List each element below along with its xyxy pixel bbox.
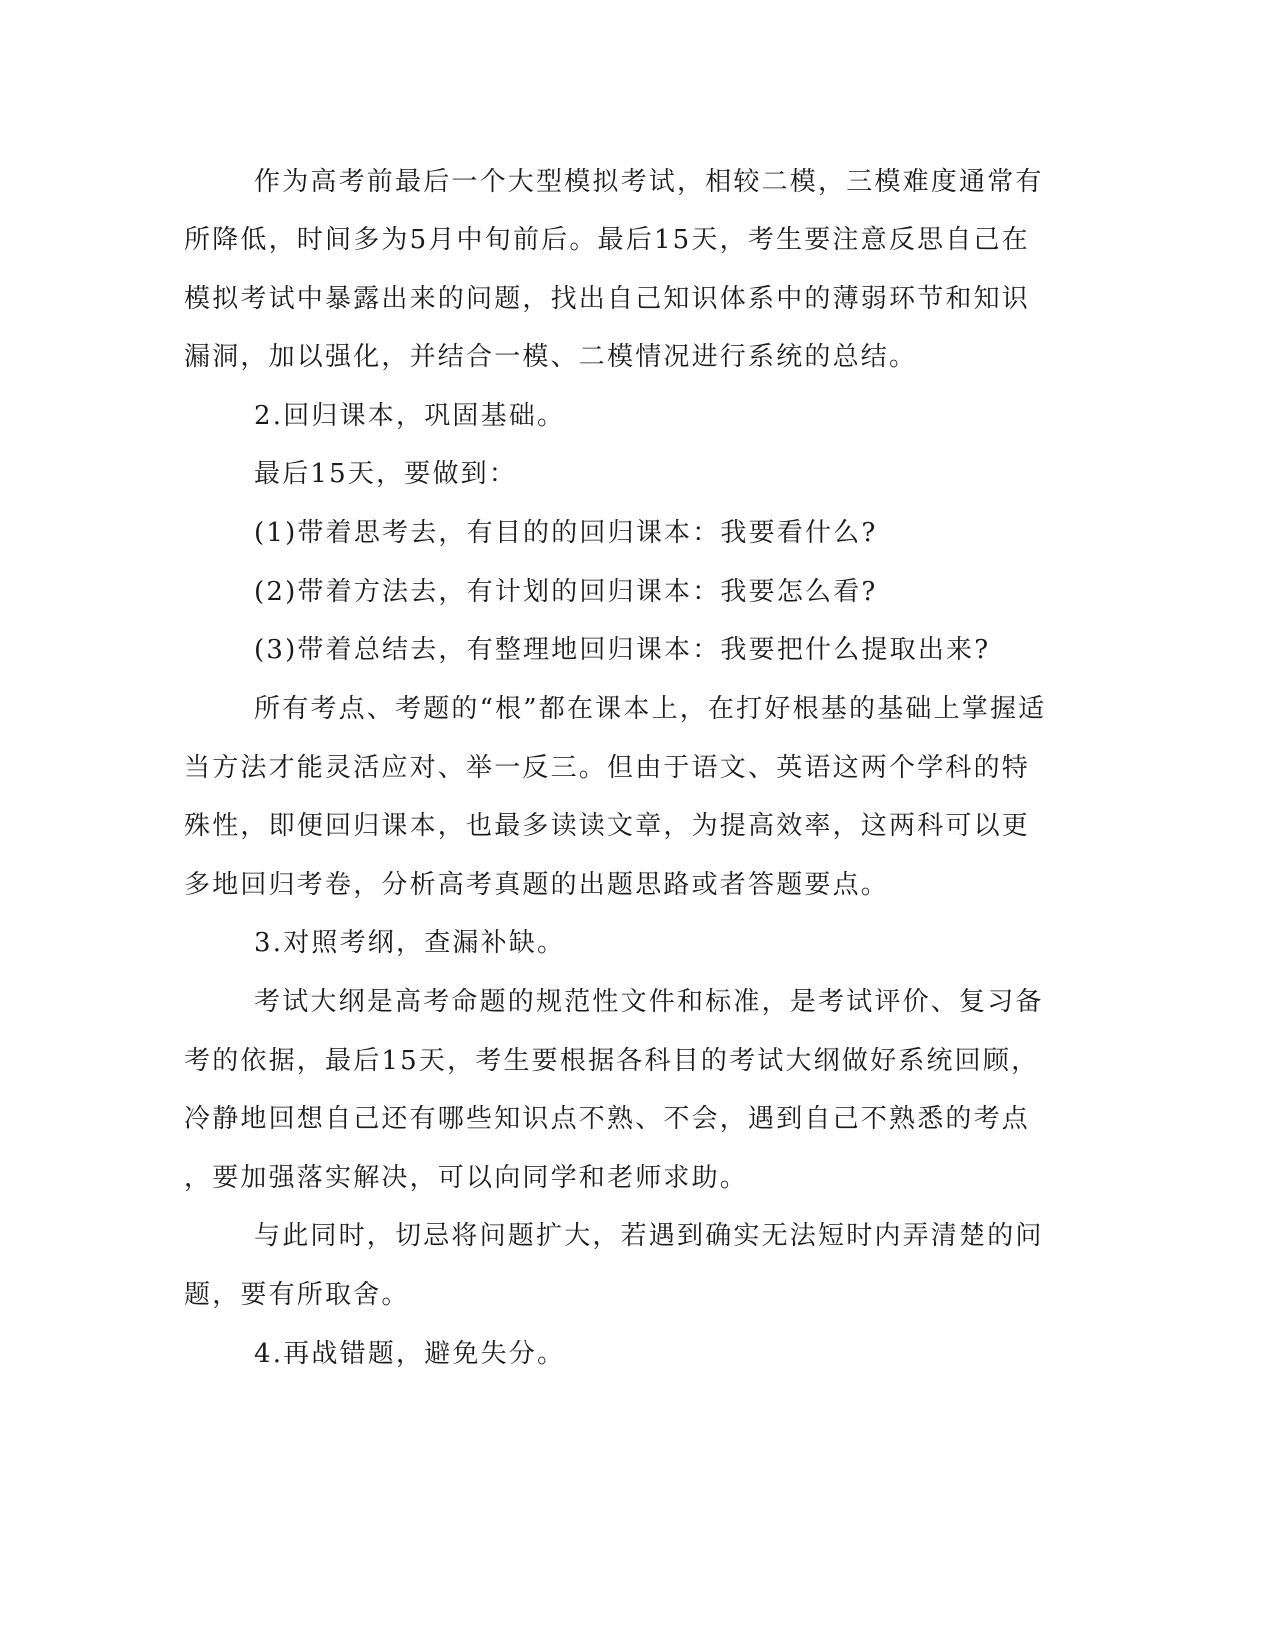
list-item: (1)带着思考去，有目的的回归课本：我要看什么? (254, 518, 878, 548)
paragraph-line: 题，要有所取舍。 (184, 1280, 410, 1310)
paragraph-line: 模拟考试中暴露出来的问题，找出自己知识体系中的薄弱环节和知识 (184, 284, 1031, 314)
paragraph-line: 所降低，时间多为5月中旬前后。最后15天，考生要注意反思自己在 (184, 225, 1030, 255)
paragraph-line: 多地回归考卷，分析高考真题的出题思路或者答题要点。 (184, 870, 890, 900)
paragraph-line: 所有考点、考题的“根”都在课本上，在打好根基的基础上掌握适 (254, 694, 1047, 724)
paragraph-line: 殊性，即便回归课本，也最多读读文章，为提高效率，这两科可以更 (184, 811, 1031, 841)
paragraph-line: 最后15天，要做到： (254, 459, 518, 489)
section-heading: 3.对照考纲，查漏补缺。 (254, 928, 566, 958)
paragraph-line: 冷静地回想自己还有哪些知识点不熟、不会，遇到自己不熟悉的考点 (184, 1104, 1031, 1134)
paragraph-line: ，要加强落实解决，可以向同学和老师求助。 (184, 1163, 749, 1193)
paragraph-line: 作为高考前最后一个大型模拟考试，相较二模，三模难度通常有 (254, 167, 1044, 197)
section-heading: 2.回归课本，巩固基础。 (254, 401, 566, 431)
paragraph-line: 当方法才能灵活应对、举一反三。但由于语文、英语这两个学科的特 (184, 753, 1031, 783)
paragraph-line: 与此同时，切忌将问题扩大，若遇到确实无法短时内弄清楚的问 (254, 1221, 1044, 1251)
paragraph-line: 漏洞，加以强化，并结合一模、二模情况进行系统的总结。 (184, 342, 918, 372)
paragraph-line: 考的依据，最后15天，考生要根据各科目的考试大纲做好系统回顾， (184, 1046, 1040, 1076)
section-heading: 4.再战错题，避免失分。 (254, 1339, 566, 1369)
list-item: (3)带着总结去，有整理地回归课本：我要把什么提取出来? (254, 635, 991, 665)
paragraph-line: 考试大纲是高考命题的规范性文件和标准，是考试评价、复习备 (254, 987, 1044, 1017)
list-item: (2)带着方法去，有计划的回归课本：我要怎么看? (254, 577, 878, 607)
